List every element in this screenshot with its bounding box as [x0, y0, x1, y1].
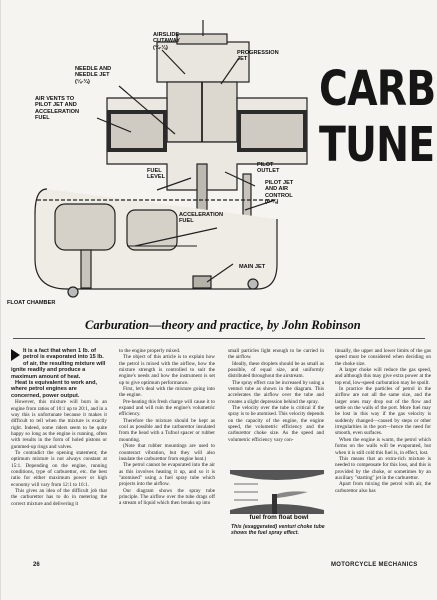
paragraph: Apart from mixing the petrol with air, the carburettor also has	[335, 481, 431, 494]
paragraph: This gives an idea of the difficult job that the carburettor has to do in metering the correct mixture and delivering it	[11, 488, 107, 507]
triangle-bullet-icon	[11, 349, 20, 361]
paragraph: small particles light enough to be carried in the airflow.	[228, 348, 324, 361]
title-line-2: TUNE	[319, 117, 435, 173]
paragraph: In practice the particles of petrol in the airflow are not all the same size, and the larger ones may drop out of the flow and settle on the walls of the port. More fuel may be lost in this way if the gas velocity is suddenly changed—caused by steps or other irregularities in the port—hence the need for smooth, even surfaces.	[335, 386, 431, 437]
label-air-vents: AIR VENTS TO PILOT JET AND ACCELERATION FUEL	[35, 96, 80, 122]
label-needle-and-needle-jet: NEEDLE AND NEEDLE JET (⅛-¾)	[75, 66, 112, 85]
paragraph: First, let's deal with the mixture going into the engine.	[119, 386, 215, 399]
paragraph: tinually, the upper and lower limits of the gas speed must be considered when deciding on the choke size.	[335, 348, 431, 367]
title-line-1: CARB	[319, 61, 436, 117]
figure-caption: This (exaggerated) venturi choke tube shows the fuel spray effect.	[231, 524, 325, 536]
paragraph: When the engine is warm, the petrol which forms on the walls will be evaporated, but when it is still cold this fuel is, in effect, lost.	[335, 436, 431, 456]
label-airslide-cutaway: AIRSLIDE CUTAWAY (¼-⅛)	[153, 32, 181, 51]
label-fuel-level: FUEL LEVEL	[147, 168, 166, 181]
paragraph: To contradict the opening statement; the optimum mixture is not always constant at 15:1. Depending on the engine, running conditions, type of carburettor, etc. the best ratio for either maximum power or high economy will vary from 12:1 to 16:1.	[11, 450, 107, 488]
paragraph: Pre-heating this fresh charge will cause it to expand and will ruin the engine's volumetric efficiency.	[119, 398, 215, 418]
label-main-jet: MAIN JET	[239, 264, 266, 270]
paragraph: A larger choke will reduce the gas speed, and although this may give extra power at the top end, low-speed carburation may be spoilt.	[335, 367, 431, 386]
magazine-name: MOTORCYCLE MECHANICS	[331, 562, 418, 568]
label-float-chamber: FLOAT CHAMBER	[7, 300, 56, 306]
venturi-figure	[228, 470, 326, 514]
article-headline: Carburation—theory and practice, by John Robinson	[85, 318, 361, 332]
paragraph: The velocity over the tube is critical if the spray is to be atomised. This velocity depends on the capacity of the engine, the engine speed, the volumetric efficiency and the carburettor choke size. As the speed and volumetric efficiency vary con-	[228, 405, 324, 443]
paragraph: The spray effect can be increased by using a venturi tube as shown in the diagram. This accelerates the airflow over the tube and creates a slight depression behind the spray.	[228, 379, 324, 405]
venturi-drawing	[228, 470, 326, 514]
text-column-2	[119, 348, 215, 507]
text-column-1	[11, 348, 107, 507]
lead-paragraph-2: Heat is equivalent to work and, where petrol engines are concerned, power output.	[11, 380, 98, 399]
lead-paragraph: It is a fact that when 1 lb. of petrol is evaporated into 15 lb. of air, the resulting mixture will ignite readily and produce a maximum amount of heat.	[11, 348, 106, 380]
figure-title: fuel from float bowl	[249, 514, 309, 521]
paragraph: The object of this article is to explain how the petrol is mixed with the airflow, how the mixture strength is controlled to suit the engine's needs and how the instrument is set up to give optimum performance.	[119, 354, 215, 386]
headline-rule	[13, 338, 425, 339]
paragraph: to the engine properly mixed.	[119, 348, 181, 354]
paragraph: Our diagram shows the spray tube principle. The airflow over the tube drags off a stream of liquid which then breaks up into	[119, 487, 215, 507]
paragraph: The petrol cannot be evaporated into the air as this involves heating it up, and so it is "atomised" using a fuel spray tube which projects into the airflow.	[119, 462, 215, 488]
label-progression-jet: PROGRESSION JET	[237, 50, 279, 63]
page-number: 26	[33, 562, 40, 568]
paragraph: (Note that rubber mountings are used to counteract vibration, but they will also insulate the carburettor from engine heat.)	[119, 443, 215, 462]
label-pilot-outlet: PILOT OUTLET	[257, 162, 280, 175]
text-column-3	[228, 348, 324, 443]
article-title	[319, 61, 436, 174]
paragraph: Therefore the mixture should be kept as cool as possible and the carburettor insulated from the head with a Tufnol spacer or rubber mounting.	[119, 417, 215, 443]
paragraph: However, this mixture will burn in an engine from ratios of 10:1 up to 20:1, and in a way this is unfortunate because it makes it difficult to tell when the mixture is exactly right. Indeed, some riders seem to be quite happy so long as the engine is running, often with results in the form of holed pistons or gummed-up rings and valves.	[11, 399, 107, 450]
paragraph: This means that an extra-rich mixture is needed to compensate for this loss, and this is provided by the choke, or sometimes by an auxiliary "starting" jet in the carburettor.	[335, 455, 431, 481]
text-column-4	[335, 348, 431, 494]
label-pilot-jet-air-control: PILOT JET AND AIR CONTROL (0-⅛)	[265, 180, 294, 206]
label-acceleration-fuel: ACCELERATION FUEL	[179, 212, 224, 225]
carburettor-diagram	[7, 14, 327, 314]
paragraph: Ideally, these droplets should be as small as possible, of equal size, and uniformly distributed throughout the airstream.	[228, 360, 324, 380]
